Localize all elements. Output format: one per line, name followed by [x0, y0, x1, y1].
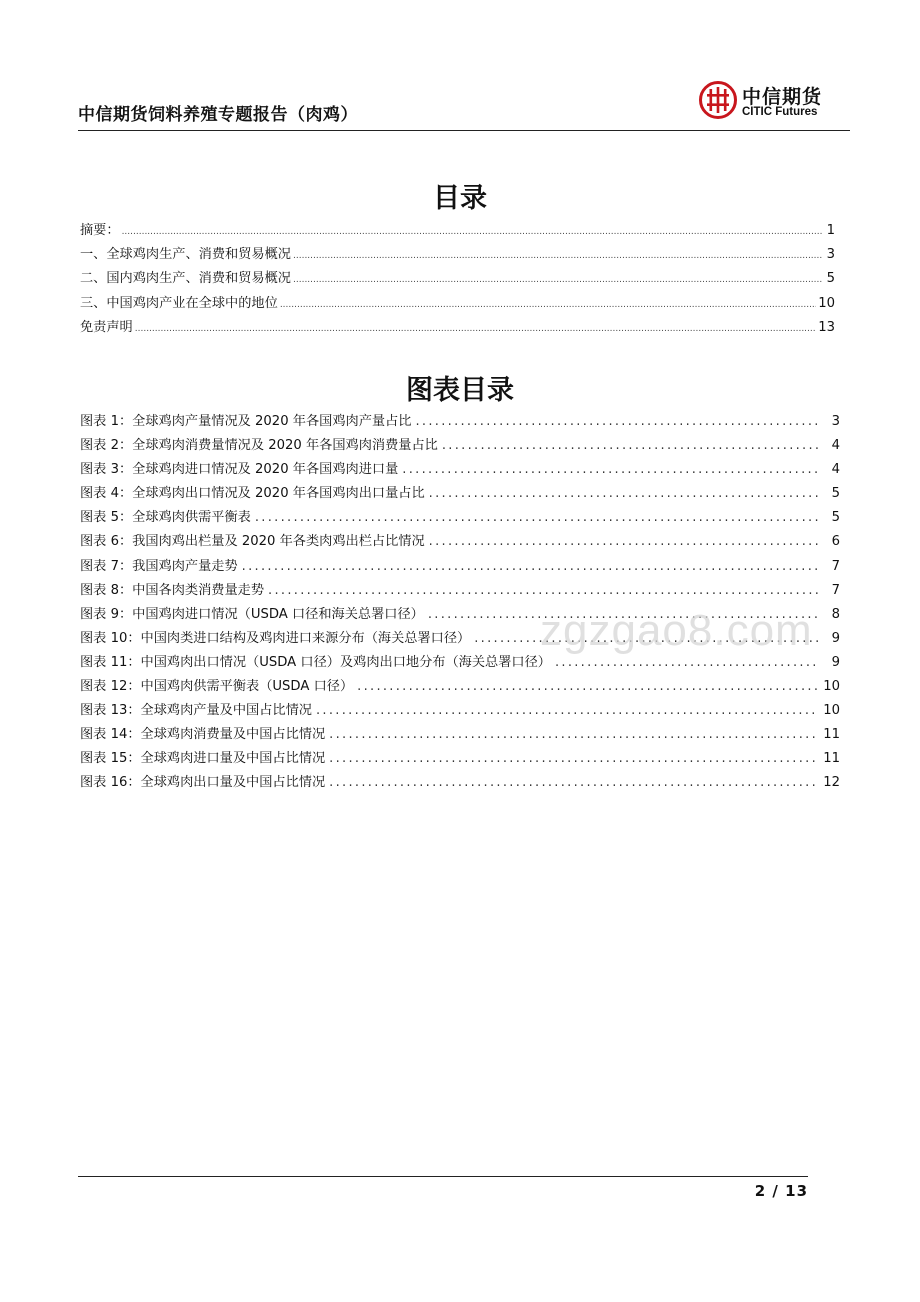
figure-entry[interactable] [80, 675, 840, 699]
figure-entry[interactable] [80, 482, 840, 506]
toc-entry-page: 10 [818, 295, 835, 311]
toc-entry[interactable] [80, 267, 835, 291]
figure-entry-label: 图表 13：全球鸡肉产量及中国占比情况 [80, 703, 312, 719]
toc-entry-page: 1 [826, 223, 835, 238]
figure-entry-label: 图表 14：全球鸡肉消费量及中国占比情况 [80, 727, 326, 743]
figure-entry-page: 6 [831, 534, 840, 550]
dot-leader [415, 414, 820, 429]
page-indicator: 2 / 13 [754, 1182, 808, 1200]
dot-leader [442, 438, 820, 453]
dot-leader [329, 775, 819, 790]
figure-entry-page: 7 [831, 558, 840, 574]
figure-entry-label: 图表 4：全球鸡肉出口情况及 2020 年各国鸡肉出口量占比 [80, 486, 425, 502]
dot-leader [329, 727, 819, 742]
figure-entry[interactable] [80, 699, 840, 723]
toc-entry-page: 13 [818, 319, 835, 335]
footer-divider [78, 1176, 808, 1177]
report-title: 中信期货饲料养殖专题报告（肉鸡） [78, 105, 358, 125]
figure-entry-label: 图表 10：中国肉类进口结构及鸡肉进口来源分布（海关总署口径） [80, 630, 471, 646]
figure-entry-page: 10 [823, 703, 840, 719]
figure-entry-page: 11 [823, 751, 840, 767]
figure-entry-page: 8 [831, 606, 840, 622]
figure-entry[interactable] [80, 530, 840, 554]
dot-leader [402, 462, 820, 477]
figure-entry-label: 图表 9：中国鸡肉进口情况（USDA 口径和海关总署口径） [80, 606, 424, 622]
dot-leader [280, 300, 816, 310]
figure-entry[interactable] [80, 723, 840, 747]
figure-entry-page: 9 [831, 654, 840, 670]
dot-leader [555, 655, 820, 670]
figure-entry[interactable] [80, 555, 840, 579]
toc-entry-page: 3 [826, 247, 835, 263]
figure-entry[interactable] [80, 506, 840, 530]
dot-leader [357, 679, 819, 694]
figure-entry[interactable] [80, 458, 840, 482]
dot-leader [293, 251, 823, 261]
figure-entry-page: 5 [831, 510, 840, 526]
figure-entry-label: 图表 16：全球鸡肉出口量及中国占比情况 [80, 775, 326, 791]
toc-entry-label: 免责声明 [80, 319, 133, 335]
figure-entry-label: 图表 8：中国各肉类消费量走势 [80, 582, 265, 598]
figure-entry-label: 图表 12：中国鸡肉供需平衡表（USDA 口径） [80, 679, 354, 695]
dot-leader [316, 703, 819, 718]
dot-leader [329, 751, 819, 766]
figure-entry-page: 4 [831, 438, 840, 454]
toc-entry[interactable] [80, 316, 835, 340]
dot-leader [122, 227, 823, 237]
toc-title: 目录 [433, 183, 487, 214]
dot-leader [242, 559, 820, 574]
dot-leader [429, 486, 820, 501]
figure-entry-page: 12 [823, 775, 840, 791]
figure-entry-label: 图表 11：中国鸡肉出口情况（USDA 口径）及鸡肉出口地分布（海关总署口径） [80, 654, 551, 670]
toc-entry-label: 一、全球鸡肉生产、消费和贸易概况 [80, 247, 291, 263]
figure-entry-label: 图表 3：全球鸡肉进口情况及 2020 年各国鸡肉进口量 [80, 462, 399, 478]
toc-entry[interactable] [80, 243, 835, 267]
dot-leader [268, 583, 820, 598]
toc-entry-label: 摘要： [80, 223, 120, 238]
page-header [78, 78, 850, 131]
figure-index-title: 图表目录 [406, 375, 514, 406]
toc-entry[interactable] [80, 292, 835, 316]
figure-entry-label: 图表 7：我国鸡肉产量走势 [80, 558, 238, 574]
logo-text-en: CITIC Futures [742, 106, 818, 118]
figure-entry-label: 图表 6：我国肉鸡出栏量及 2020 年各类肉鸡出栏占比情况 [80, 534, 425, 550]
figure-entry[interactable] [80, 579, 840, 603]
figure-index-list [80, 410, 840, 796]
figure-entry-page: 7 [831, 582, 840, 598]
figure-entry[interactable] [80, 434, 840, 458]
toc-entry-page: 5 [826, 271, 835, 287]
figure-entry-label: 图表 5：全球鸡肉供需平衡表 [80, 510, 251, 526]
dot-leader [255, 510, 820, 525]
watermark: zgzgao8.com [540, 606, 813, 655]
toc-entry-label: 二、国内鸡肉生产、消费和贸易概况 [80, 271, 291, 287]
figure-entry-page: 3 [831, 414, 840, 429]
citic-futures-logo [698, 80, 832, 124]
toc-list [80, 219, 835, 340]
dot-leader [135, 324, 816, 334]
figure-entry-page: 9 [831, 630, 840, 646]
figure-entry[interactable] [80, 771, 840, 795]
figure-entry-page: 10 [823, 679, 840, 695]
figure-entry-label: 图表 1：全球鸡肉产量情况及 2020 年各国鸡肉产量占比 [80, 414, 412, 429]
figure-entry[interactable] [80, 747, 840, 771]
figure-entry-label: 图表 15：全球鸡肉进口量及中国占比情况 [80, 751, 326, 767]
citic-logo-icon [698, 80, 738, 120]
logo-text-cn: 中信期货 [742, 86, 823, 108]
figure-entry-page: 11 [823, 727, 840, 743]
dot-leader [293, 275, 823, 285]
toc-entry-label: 三、中国鸡肉产业在全球中的地位 [80, 295, 278, 311]
dot-leader [429, 534, 820, 549]
figure-entry-page: 5 [831, 486, 840, 502]
figure-entry-page: 4 [831, 462, 840, 478]
figure-entry-label: 图表 2：全球鸡肉消费量情况及 2020 年各国鸡肉消费量占比 [80, 438, 438, 454]
figure-entry[interactable] [80, 410, 840, 434]
toc-entry[interactable] [80, 219, 835, 243]
